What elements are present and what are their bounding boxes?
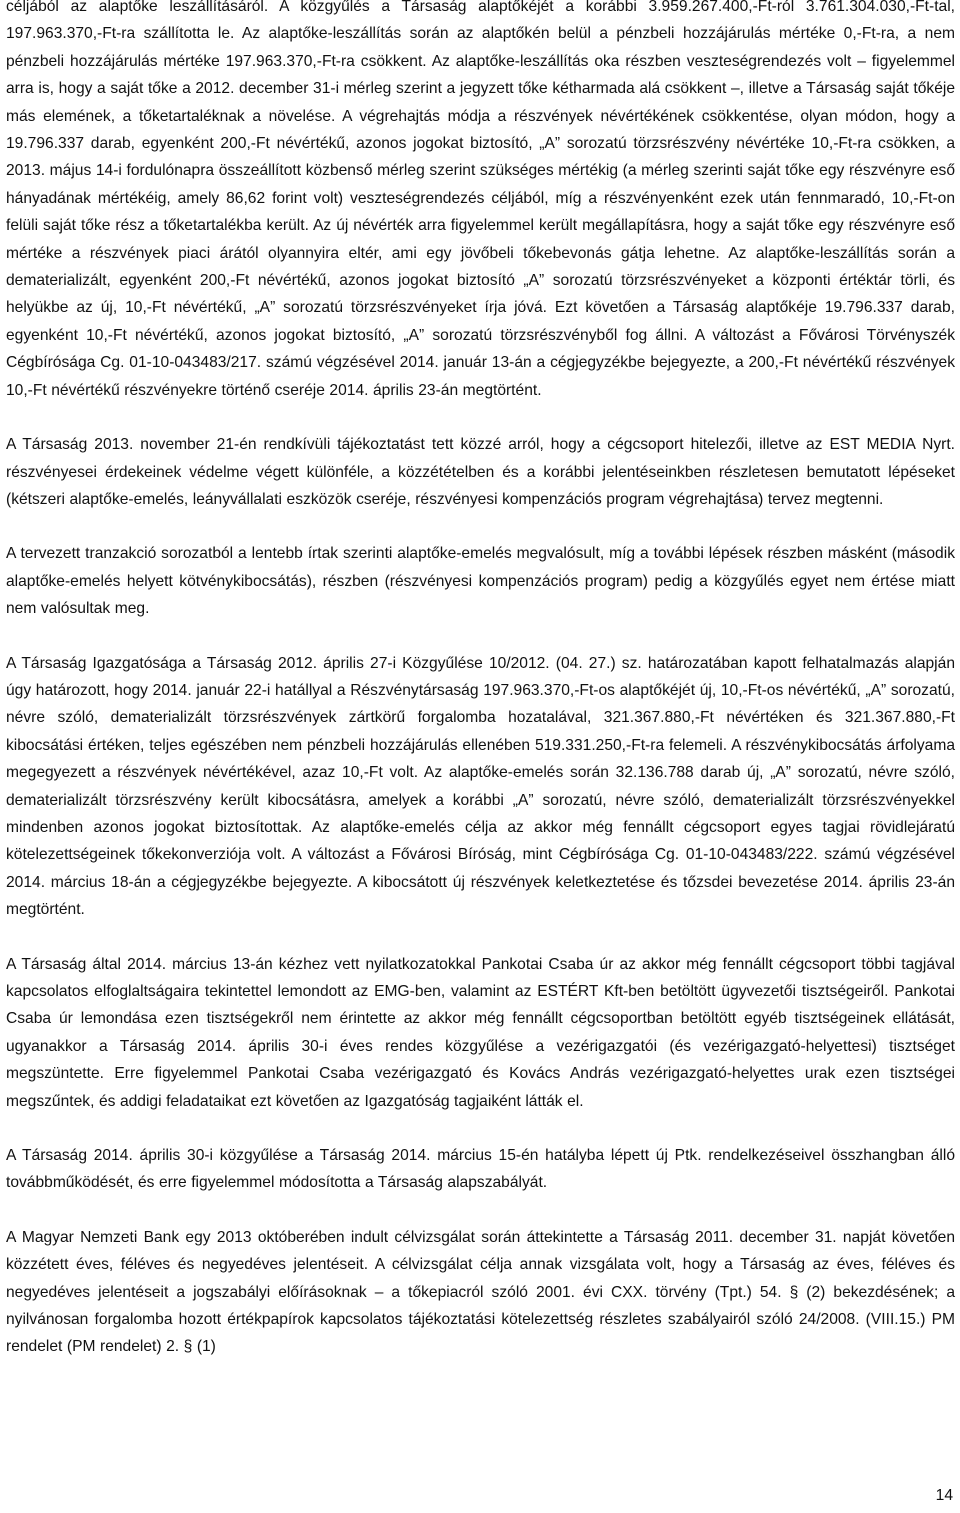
document-page [6,0,955,1388]
page-number: 14 [935,1487,953,1504]
paragraph-articles-amendment: A Társaság 2014. április 30-i közgyűlése a Társaság 2014. március 15-én hatályba lépett új Ptk. rendelkezéseivel összhangban álló továbbműködését, és erre figyelemmel módosította a Társaság alapszabályát. [6,1147,955,1192]
paragraph-management-resignation: A Társaság által 2014. március 13-án kézhez vett nyilatkozatokkal Pankotai Csaba úr az akkor még fennállt cégcsoport többi tagjával kapcsolatos elfoglaltságaira tekintettel lemondott az EMG-ben, valamint az ESTÉRT Kft-ben betöltött ügyvezetői tisztségeiről. Pankotai Csaba úr lemondása ezen tisztségekről nem érintette az akkor még fennállt cégcsoportban betöltött egyéb tisztségeinek ellátását, ugyanakkor a Társaság 2014. április 30-i éves rendes közgyűlése a vezérigazgatói (és vezérigazgató-helyettesi) tisztséget megszüntette. Erre figyelemmel Pankotai Csaba vezérigazgató és Kovács András vezérigazgató-helyettes urak ezen tisztségei megszűntek, és addigi feladataikat ezt követően az Igazgatóság tagjaiként látták el. [6,955,955,1110]
paragraph-mnb-review: A Magyar Nemzeti Bank egy 2013 októberében indult célvizsgálat során áttekintette a Társaság 2011. december 31. napját követően közzétett éves, féléves és negyedéves jelentéseit. A célvizsgálat célja annak vizsgálata volt, hogy a Társaság az éves, féléves és negyedéves jelentéseit a jogszabályi előírásoknak – a tőkepiacról szóló 2001. évi CXX. törvény (Tpt.) 54. § (2) bekezdésének; a nyilvánosan forgalomba hozott értékpapírok kapcsolatos tájékoztatási kötelezettség részletes szabályairól szóló 24/2008. (VIII.15.) PM rendelet (PM rendelet) 2. § (1) [6,1228,955,1356]
paragraph-capital-increase: A Társaság Igazgatósága a Társaság 2012. április 27-i Közgyűlése 10/2012. (04. 27.) sz. határozatában kapott felhatalmazás alapján úgy határozott, hogy 2014. január 22-i hatállyal a Részvénytársaság 197.963.370,-Ft-os alaptőkéjét új, 10,-Ft-os névértékű, „A” sorozatú, névre szóló, dematerializált törzsrészvények zártkörű forgalomba hozatalával, 321.367.880,-Ft névértéken és 321.367.880,-Ft kibocsátási értéken, teljes egészében nem pénzbeli hozzájárulás ellenében 519.331.250,-Ft-ra felemeli. A részvénykibocsátás árfolyama megegyezett a részvények névértékével, azaz 10,-Ft volt. Az alaptőke-emelés során 32.136.788 darab új, „A” sorozatú, névre szóló, dematerializált törzsrészvény került kibocsátásra, amelyek a korábbi „A” sorozatú, névre szóló, dematerializált törzsrészvényekkel mindenben azonos jogokat biztosítottak. Az alaptőke-emelés célja az akkor még fennállt cégcsoport egyes tagjai rövidlejáratú kötelezettségeinek tőkekonverziója volt. A változást a Fővárosi Bíróság, mint Cégbírósága Cg. 01-10-043483/222. számú végzésével 2014. március 18-án a cégjegyzékbe bejegyezte. A kibocsátott új részvények keletkeztetése és tőzsdei bevezetése 2014. április 23-án megtörtént. [6,654,955,919]
paragraph-planned-transaction: A tervezett tranzakció sorozatból a lentebb írtak szerinti alaptőke-emelés megvalósult, míg a további lépések részben másként (második alaptőke-emelés helyett kötvénykibocsátás), részben (részvényesi kompenzációs program) pedig a közgyűlés egyet nem értése miatt nem valósultak meg. [6,545,955,618]
paragraph-capital-reduction: céljából az alaptőke leszállításáról. A közgyűlés a Társaság alaptőkéjét a korábbi 3.959.267.400,-Ft-ról 3.761.304.030,-Ft-tal, 197.963.370,-Ft-ra szállította le. Az alaptőke-leszállítás során az alaptőkén belül a pénzbeli hozzájárulás mértéke 0,-Ft-ra, a nem pénzbeli hozzájárulás mértéke 197.963.370,-Ft-ra csökkent. Az alaptőke-leszállítás oka részben veszteségrendezés volt – figyelemmel arra is, hogy a saját tőke a 2012. december 31-i mérleg szerint a jegyzett tőke kétharmada alá csökkent –, illetve a Társaság saját tőkéje más elemének, a tőketartaléknak a növelése. A végrehajtás módja a részvények névértékének csökkentése, olyan módon, hogy a 19.796.337 darab, egyenként 200,-Ft névértékű, azonos jogokat biztosító, „A” sorozatú törzsrészvény névértéke 10,-Ft-ra csökken, a 2013. május 14-i fordulónapra összeállított közbenső mérleg szerint szükséges mértékig (a mérleg szerinti saját tőke egy részvényre eső hányadának mértékéig, amely 86,62 forint volt) veszteségrendezés céljából, míg a részvényenként ezek után fennmaradó, 10,-Ft-on felüli saját tőke rész a tőketartalékba került. Az új névérték arra figyelemmel került megállapításra, hogy a saját tőke egy részvényre eső mértéke a részvények piaci árától olyannyira eltér, ami egy jövőbeli tőkebevonás gátja lehetne. Az alaptőke-leszállítás során a dematerializált, egyenként 200,-Ft névértékű, azonos jogokat biztosító „A” sorozatú törzsrészvényeket a központi értéktár törli, és helyükbe az új, 10,-Ft névértékű, „A” sorozatú törzsrészvényeket írja jóvá. Ezt követően a Társaság alaptőkéje 19.796.337 darab, egyenként 10,-Ft névértékű, azonos jogokat biztosító, „A” sorozatú törzsrészvényből fog állni. A változást a Fővárosi Törvényszék Cégbírósága Cg. 01-10-043483/217. számú végzésével 2014. január 13-án a cégjegyzékbe bejegyezte, a 200,-Ft névértékű részvények 10,-Ft névértékű részvényekre történő cseréje 2014. április 23-án megtörtént. [6,0,955,399]
paragraph-extraordinary-notice: A Társaság 2013. november 21-én rendkívüli tájékoztatást tett közzé arról, hogy a cégcsoport hitelezői, illetve az EST MEDIA Nyrt. részvényesei érdekeinek védelme végett különféle, a közzétételben és a korábbi jelentéseinkben részletesen bemutatott lépéseket (kétszeri alaptőke-emelés, leányvállalati eszközök cseréje, részvényesi kompenzációs program végrehajtása) tervez megtenni. [6,436,955,508]
